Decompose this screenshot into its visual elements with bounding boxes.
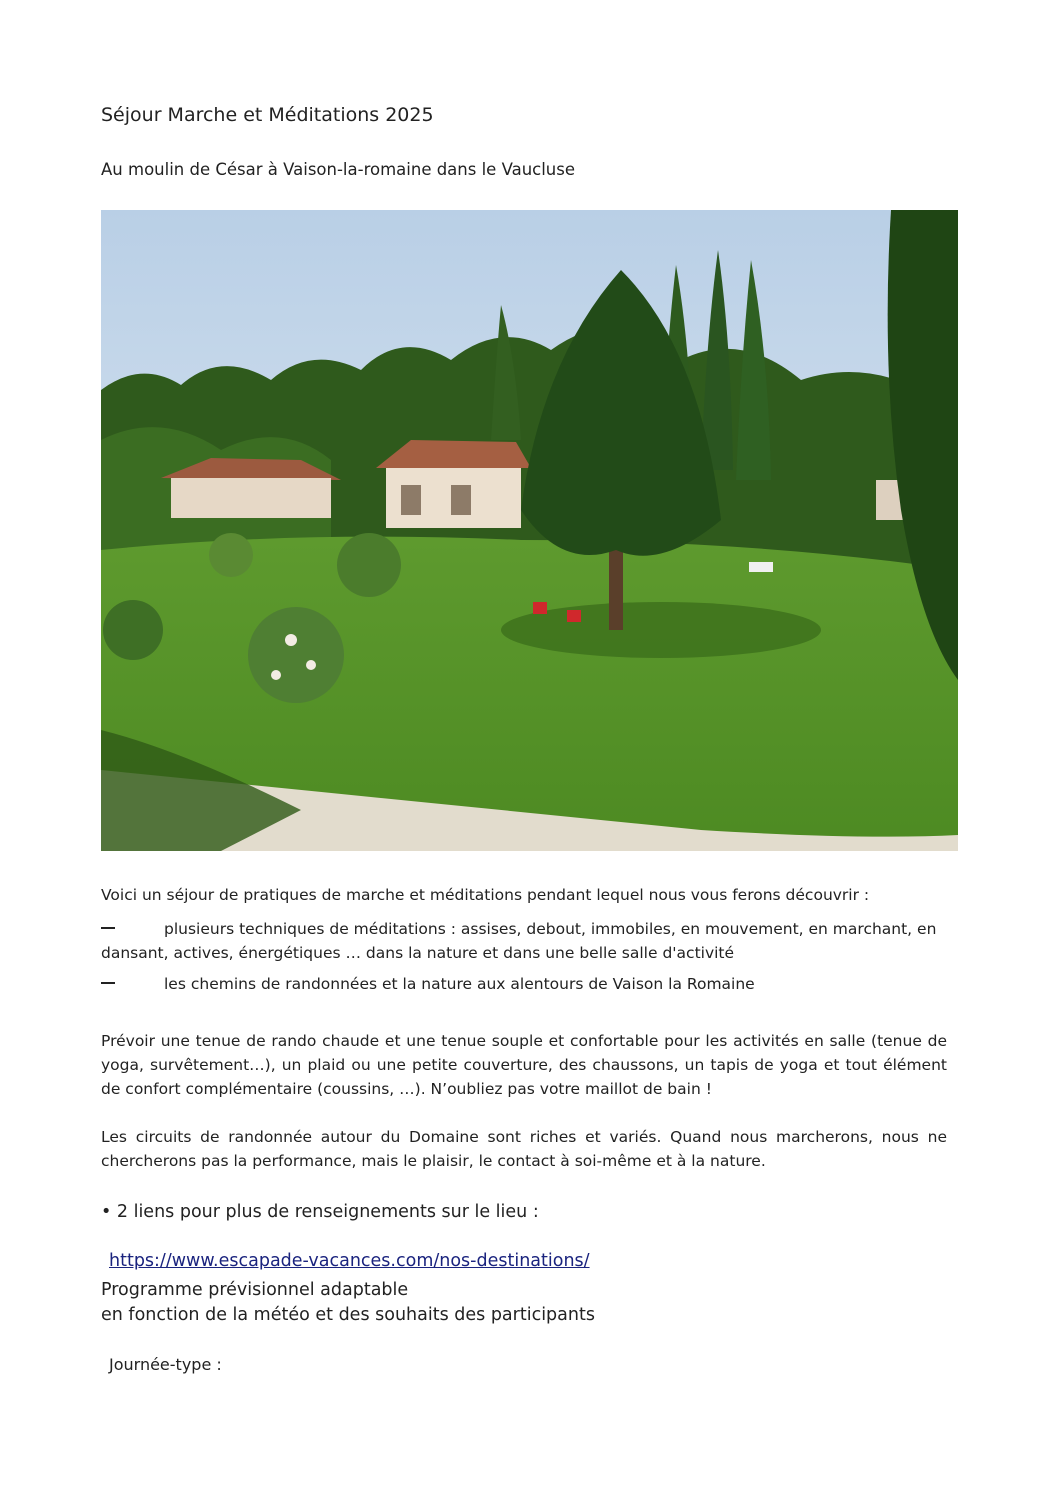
bullet-1-line-1: plusieurs techniques de méditations : assises, debout, immobiles, en mouvement, en marchant, en <box>164 920 937 938</box>
venue-photo <box>101 210 958 851</box>
circuits-paragraph: Les circuits de randonnée autour du Domaine sont riches et variés. Quand nous marcherons, nous ne chercherons pas la performance, mais le plaisir, le contact à soi-même et à la nature. <box>101 1128 947 1170</box>
programme-line-1: Programme prévisionnel adaptable <box>101 1280 409 1300</box>
destinations-link[interactable]: https://www.escapade-vacances.com/nos-destinations/ <box>109 1251 590 1271</box>
page-title: Séjour Marche et Méditations 2025 <box>101 104 434 126</box>
page-subtitle: Au moulin de César à Vaison-la-romaine dans le Vaucluse <box>101 160 576 179</box>
links-heading: • 2 liens pour plus de renseignements sur le lieu : <box>101 1202 539 1222</box>
programme-line-2: en fonction de la météo et des souhaits des participants <box>101 1305 595 1325</box>
tenue-paragraph: Prévoir une tenue de rando chaude et une tenue souple et confortable pour les activités en salle (tenue de yoga, survêtement…), un plaid ou une petite couverture, des chaussons, un tapis de yoga et tout élément de confort complémentaire (coussins, …). N’oubliez pas votre maillot de bain ! <box>101 1032 947 1098</box>
journee-type-heading: Journée-type : <box>109 1355 222 1374</box>
bullet-2-line-1: les chemins de randonnées et la nature aux alentours de Vaison la Romaine <box>164 975 755 993</box>
intro-paragraph: Voici un séjour de pratiques de marche et méditations pendant lequel nous vous ferons découvrir : <box>101 886 870 904</box>
bullet-dash <box>101 927 115 929</box>
bullet-dash <box>101 982 115 984</box>
bullet-1-line-2: dansant, actives, énergétiques … dans la nature et dans une belle salle d'activité <box>101 944 735 962</box>
